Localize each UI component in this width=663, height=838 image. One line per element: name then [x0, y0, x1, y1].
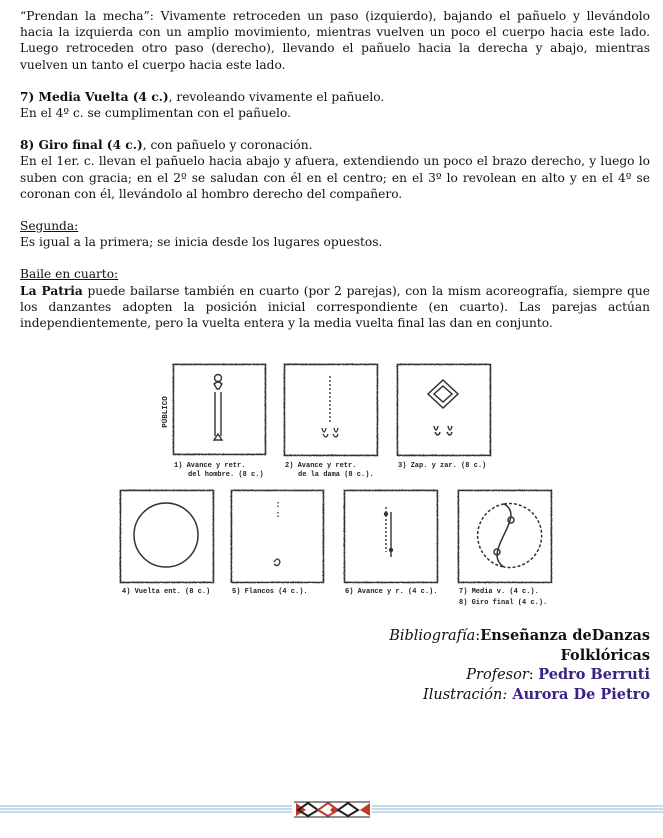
choreography-illustration	[118, 352, 558, 620]
step-heading: 8) Giro final (4 c.)	[20, 138, 143, 153]
step-text: En el 1er. c. llevan el pañuelo hacia abajo y afuera, extendiendo un poco el brazo derecho, y luego lo suben con gracia; en el 2º se saludan con él en el centro; en el 3º lo revolean en alto y en el 4º se coronan con él, llevándolo al hombro derecho del compañero.	[20, 154, 650, 201]
section-text: puede bailarse también en cuarto (por 2 parejas), con la mism acoreografía, siempre que los danzantes adopten la posición inicial correspondiente (en cuarto). Las parejas actúan independientemente, pero la vuelta entera y la media vuelta final las dan en conjunto.	[20, 283, 650, 331]
credits-block	[320, 626, 650, 705]
panel-3-path	[428, 380, 458, 435]
publico-label: PÚBLICO	[162, 396, 170, 428]
choreography-diagram	[118, 352, 558, 620]
dance-name: La Patria	[20, 283, 83, 298]
footer-border-graphic	[0, 800, 663, 820]
caption-3-line-1: 3) Zap. y zar. (8 c.)	[398, 462, 487, 470]
illustration-line	[320, 685, 650, 705]
panel-6-path	[385, 507, 393, 557]
caption-6-line-1: 6) Avance y r. (4 c.).	[345, 588, 438, 596]
section-heading: Segunda:	[20, 219, 79, 234]
caption-5-line-1: 5) Flancos (4 c.).	[232, 588, 308, 596]
bibliography-title: Enseñanza deDanzas	[480, 627, 650, 644]
step-text: En el 4º c. se cumplimentan con el pañuelo.	[20, 106, 291, 121]
illustration-label: Ilustración:	[423, 687, 508, 703]
panel-5-path	[274, 502, 280, 566]
panel-4-path	[134, 503, 198, 567]
bibliography-label: Bibliografía	[389, 628, 476, 644]
caption-2-line-2: de la dama (8 c.).	[298, 471, 374, 479]
caption-1-line-1: 1) Avance y retr.	[174, 462, 246, 470]
footer-right-lines	[372, 806, 663, 812]
panel-7-path	[478, 504, 542, 568]
caption-7-line-2: 8) Giro final (4 c.).	[459, 599, 548, 607]
step-text: , con pañuelo y coronación.	[142, 138, 313, 153]
section-text: Es igual a la primera; se inicia desde los lugares opuestos.	[20, 235, 383, 250]
step-text: , revoleando vivamente el pañuelo.	[168, 89, 385, 104]
bibliography-line	[320, 626, 650, 646]
professor-line	[320, 665, 650, 685]
footer-ornament	[0, 800, 663, 820]
panel-2-path	[322, 376, 338, 437]
figure-captions	[122, 462, 547, 607]
paragraph-prendan	[20, 8, 650, 73]
caption-1-line-2: del hombre. (8 c.)	[188, 471, 264, 479]
professor-label: Profesor	[466, 667, 529, 683]
professor-name: Pedro Berruti	[538, 666, 650, 683]
separator: :	[528, 667, 539, 683]
footer-left-lines	[0, 806, 292, 812]
caption-7-line-1: 7) Media v. (4 c.).	[459, 588, 539, 596]
paragraph-text: “Prendan la mecha”: Vivamente retroceden un paso (izquierdo), bajando el pañuelo y llevándolo hacia la izquierda con un amplio movimiento, mientras vuelven un poco el cuerpo hacia este lado. Luego retroceden otro paso (derecho), llevando el pañuelo hacia la derecha y abajo, mientras vuelven un tanto el cuerpo hacia este lado.	[20, 9, 650, 72]
panel-3-frame	[397, 364, 490, 455]
footer-central-motif	[294, 802, 370, 817]
paragraph-media-vuelta	[20, 89, 650, 121]
bibliography-title-cont: Folklóricas	[560, 647, 650, 664]
section-heading: Baile en cuarto:	[20, 267, 119, 282]
caption-2-line-1: 2) Avance y retr.	[285, 462, 357, 470]
separator: :	[475, 628, 481, 644]
paragraph-baile-cuarto	[20, 266, 650, 331]
illustrator-name: Aurora De Pietro	[507, 686, 650, 703]
step-heading: 7) Media Vuelta (4 c.)	[20, 89, 169, 104]
paragraph-giro-final	[20, 137, 650, 202]
caption-4-line-1: 4) Vuelta ent. (8 c.)	[122, 588, 211, 596]
panel-1-path	[214, 375, 222, 441]
paragraph-segunda	[20, 218, 650, 250]
body-text	[20, 8, 650, 347]
panel-5-frame	[231, 490, 323, 582]
